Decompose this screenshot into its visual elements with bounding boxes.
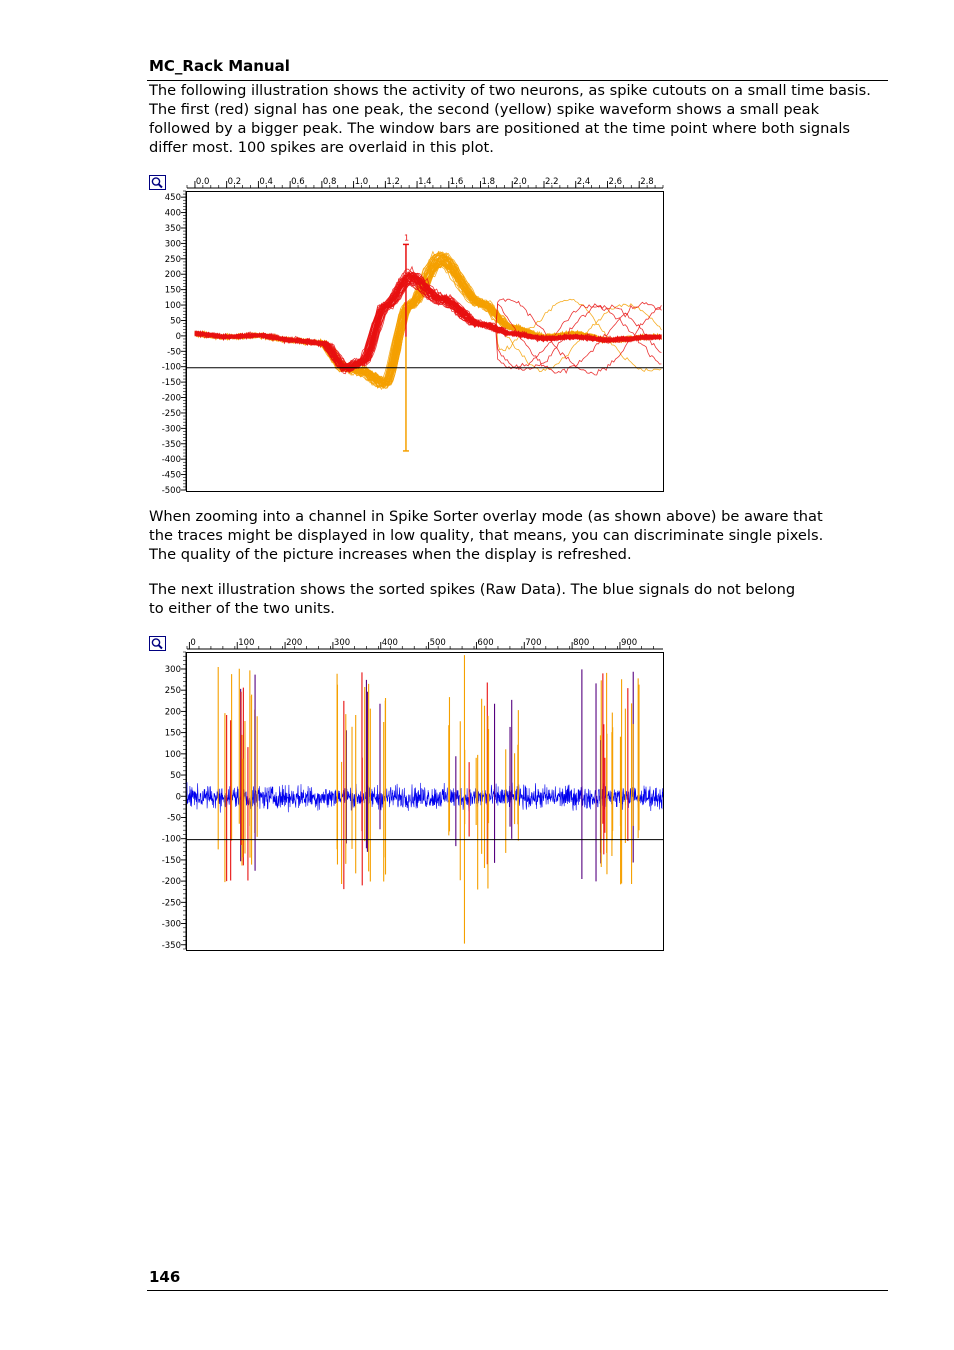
footer-rule (147, 1290, 888, 1291)
page-number: 146 (149, 1268, 181, 1286)
x-tick-label: 0.2 (227, 177, 242, 187)
window-bar-label: 1 (403, 233, 410, 243)
noise-trace (187, 782, 663, 812)
y-tick-label: -50 (167, 347, 181, 358)
y-tick-label: -250 (161, 898, 181, 909)
spike-trace (195, 279, 662, 365)
y-tick-label: 150 (164, 728, 181, 739)
raw-plot[interactable] (186, 652, 664, 951)
x-tick-label: 2.6 (608, 177, 622, 187)
x-tick-label: 1.8 (481, 177, 496, 187)
x-tick-label: 800 (573, 638, 590, 648)
y-tick-label: -350 (161, 439, 181, 450)
y-tick-label: -300 (161, 424, 181, 435)
zoom-note-line: the traces might be displayed in low quality, that means, you can discriminate single pixels. (149, 527, 824, 544)
y-tick-label: 0 (175, 792, 181, 803)
y-tick-label: -150 (161, 855, 181, 866)
zoom-note-line: The quality of the picture increases when the display is refreshed. (149, 546, 632, 563)
x-tick-label: 1.4 (418, 177, 432, 187)
y-tick-label: -50 (167, 813, 181, 824)
y-tick-label: 250 (164, 254, 181, 265)
spike-trace (195, 255, 662, 385)
overlay-plot[interactable] (186, 191, 664, 492)
x-tick-label: 2.8 (640, 177, 654, 187)
y-tick-label: -500 (161, 486, 181, 496)
x-tick-label: 600 (477, 638, 494, 648)
y-tick-label: 300 (164, 664, 181, 675)
y-tick-label: -250 (161, 408, 181, 419)
x-tick-label: 2.0 (513, 177, 527, 187)
y-tick-label: 300 (164, 239, 181, 250)
y-tick-label: 0 (175, 331, 181, 342)
raw-intro-line: to either of the two units. (149, 600, 335, 617)
raw-plot-canvas (187, 653, 663, 950)
spike-trace (195, 256, 662, 387)
zoom-icon[interactable] (149, 175, 166, 190)
x-tick-label: 1.6 (449, 177, 464, 187)
y-tick-label: -300 (161, 919, 181, 930)
y-tick-label: 50 (170, 771, 181, 782)
x-tick-label: 0.0 (195, 177, 210, 187)
y-tick-label: 50 (170, 316, 181, 327)
intro-line: The following illustration shows the activity of two neurons, as spike cutouts on a small time basis. (149, 82, 871, 99)
spike-trace (195, 256, 662, 387)
spike-trace (195, 262, 662, 380)
overlay-y-axis (155, 190, 187, 496)
raw-y-axis (155, 651, 187, 952)
x-tick-label: 900 (620, 638, 638, 648)
x-tick-label: 300 (333, 638, 351, 648)
y-tick-label: -100 (161, 834, 181, 845)
zoom-note-line: When zooming into a channel in Spike Sorter overlay mode (as shown above) be aware that (149, 508, 823, 525)
x-tick-label: 0.8 (322, 177, 337, 187)
zoom-note-paragraph (149, 507, 889, 564)
spike-trace (195, 255, 662, 386)
y-tick-label: 450 (164, 193, 181, 204)
zoom-icon[interactable] (149, 636, 166, 651)
y-tick-label: 350 (164, 223, 181, 234)
raw-intro-paragraph (149, 580, 889, 618)
x-tick-label: 100 (238, 638, 255, 648)
y-tick-label: -450 (161, 470, 181, 481)
x-tick-label: 0 (190, 638, 196, 648)
x-tick-label: 1.2 (386, 177, 400, 187)
x-tick-label: 0.6 (291, 177, 305, 187)
x-tick-label: 500 (429, 638, 446, 648)
x-tick-label: 200 (286, 638, 303, 648)
overlay-x-axis (183, 175, 668, 192)
manual-title: MC_Rack Manual (149, 57, 290, 75)
x-tick-label: 700 (525, 638, 542, 648)
y-tick-label: 100 (164, 301, 181, 312)
x-tick-label: 1.0 (354, 177, 369, 187)
y-tick-label: 100 (164, 749, 181, 760)
y-tick-label: 150 (164, 285, 181, 296)
intro-line: The first (red) signal has one peak, the second (yellow) spike waveform shows a small peak (149, 101, 820, 118)
intro-line: followed by a bigger peak. The window bars are positioned at the time point where both signals (149, 120, 850, 137)
x-tick-label: 400 (381, 638, 398, 648)
y-tick-label: 250 (164, 686, 181, 697)
y-tick-label: -400 (161, 455, 181, 466)
y-tick-label: -150 (161, 378, 181, 389)
x-tick-label: 2.2 (545, 177, 559, 187)
y-tick-label: 400 (164, 208, 181, 219)
raw-intro-line: The next illustration shows the sorted spikes (Raw Data). The blue signals do not belong (149, 581, 796, 598)
intro-line: differ most. 100 spikes are overlaid in this plot. (149, 139, 494, 156)
y-tick-label: 200 (164, 270, 181, 281)
spike-trace (195, 255, 662, 387)
x-tick-label: 2.4 (576, 177, 591, 187)
overlay-plot-canvas (187, 192, 663, 491)
x-tick-label: 0.4 (259, 177, 273, 187)
y-tick-label: -200 (161, 393, 181, 404)
intro-paragraph (149, 81, 889, 157)
y-tick-label: -350 (161, 940, 181, 951)
y-tick-label: -100 (161, 362, 181, 373)
y-tick-label: 200 (164, 707, 181, 718)
spike-trace (195, 255, 662, 386)
raw-x-axis (183, 636, 668, 653)
y-tick-label: -200 (161, 877, 181, 888)
